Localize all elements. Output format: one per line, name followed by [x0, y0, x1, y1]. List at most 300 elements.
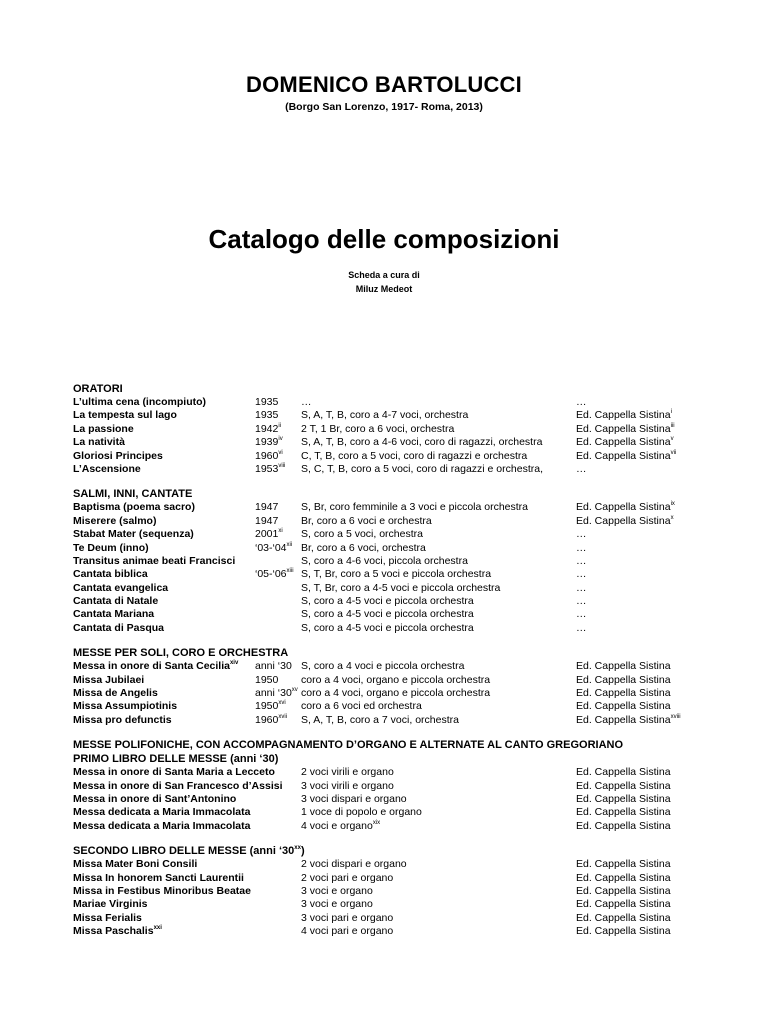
composition-year: [255, 660, 292, 673]
composition-year-text: 1960: [255, 713, 279, 726]
composition-title: [73, 912, 142, 925]
catalog-section: [73, 646, 713, 727]
composition-scoring: [301, 423, 454, 436]
composition-title-text: Transitus animae beati Francisci: [73, 554, 236, 567]
composition-title: [73, 700, 177, 713]
composition-year-text: 1947: [255, 501, 279, 514]
composition-scoring: [301, 780, 394, 793]
composition-title: [73, 660, 238, 673]
footnote-marker: xi: [278, 528, 283, 535]
curator-credit: [0, 268, 768, 296]
composition-year-text: 1935: [255, 396, 279, 408]
author-name: DOMENICO BARTOLUCCI: [246, 72, 522, 97]
composition-title-text: Cantata biblica: [73, 568, 148, 581]
composition-title: [73, 463, 141, 476]
composition-publisher-text: Ed. Cappella Sistina: [576, 779, 671, 792]
composition-year: [255, 714, 287, 727]
composition-title-text: Mariae Virginis: [73, 898, 148, 911]
composition-scoring-text: S, T, Br, coro a 5 voci e piccola orchestra: [301, 568, 492, 581]
composition-title-text: Messa in onore di Santa Cecilia: [73, 660, 230, 673]
composition-publisher-text: Ed. Cappella Sistina: [576, 766, 671, 779]
composition-scoring-text: S, A, T, B, coro a 7 voci, orchestra: [301, 713, 459, 726]
composition-publisher: [576, 595, 587, 608]
composition-publisher-text: Ed. Cappella Sistina: [576, 409, 671, 422]
composition-title-text: Cantata di Pasqua: [73, 621, 165, 634]
composition-scoring: [301, 793, 407, 806]
composition-title: [73, 714, 172, 727]
composition-publisher-text: …: [576, 541, 587, 554]
composition-year: [255, 463, 285, 476]
composition-year-text: 1950: [255, 673, 279, 686]
composition-title: [73, 687, 158, 700]
composition-publisher: [576, 793, 671, 806]
composition-title-text: Miserere (salmo): [73, 514, 157, 527]
catalog-row: [73, 450, 713, 463]
composition-publisher-text: Ed. Cappella Sistina: [576, 514, 671, 527]
section-heading-text: SALMI, INNI, CANTATE: [73, 488, 193, 501]
composition-publisher-text: Ed. Cappella Sistina: [576, 673, 671, 686]
composition-publisher-text: Ed. Cappella Sistina: [576, 911, 671, 924]
composition-title-text: Missa Paschalis: [73, 925, 154, 938]
composition-publisher: [576, 766, 671, 779]
composition-title-text: La tempesta sul lago: [73, 409, 177, 422]
composition-scoring-text: C, T, B, coro a 5 voci, coro di ragazzi e orchestra: [301, 449, 528, 462]
curator-line-1: Scheda a cura di: [348, 270, 420, 280]
catalog-section: [73, 487, 713, 635]
composition-scoring-text: 4 voci pari e organo: [301, 925, 394, 938]
footnote-marker: xiii: [286, 568, 294, 575]
composition-scoring-text: Br, coro a 6 voci, orchestra: [301, 541, 426, 554]
catalog-row: [73, 396, 713, 409]
section-heading: [73, 487, 713, 501]
composition-year-text: 1947: [255, 514, 279, 527]
catalog-row: [73, 885, 713, 898]
composition-scoring-text: S, coro a 4 voci e piccola orchestra: [301, 660, 465, 673]
composition-publisher: [576, 660, 671, 673]
catalog-section: [73, 382, 713, 476]
composition-title: [73, 766, 275, 779]
composition-publisher: [576, 872, 671, 885]
composition-publisher: [576, 858, 671, 871]
curator-name: Miluz Medeot: [355, 284, 413, 294]
composition-year: [255, 423, 281, 436]
composition-publisher: [576, 674, 671, 687]
composition-publisher-text: Ed. Cappella Sistina: [576, 898, 671, 911]
catalog-section: [73, 738, 713, 833]
composition-publisher: [576, 515, 674, 528]
composition-scoring: [301, 700, 422, 713]
composition-scoring: [301, 660, 464, 673]
composition-publisher: [576, 912, 671, 925]
section-heading-text: MESSE POLIFONICHE, CON ACCOMPAGNAMENTO D’ORGANO E ALTERNATE AL CANTO GREGORIANO: [73, 739, 624, 752]
composition-publisher-text: …: [576, 462, 587, 475]
composition-year: [255, 700, 286, 713]
composition-scoring-text: coro a 6 voci ed orchestra: [301, 700, 422, 713]
composition-publisher-text: Ed. Cappella Sistina: [576, 858, 671, 871]
composition-scoring: [301, 872, 393, 885]
composition-year: [255, 501, 278, 514]
catalog-row: [73, 622, 713, 635]
composition-scoring: [301, 912, 393, 925]
composition-scoring-text: coro a 4 voci, organo e piccola orchestra: [301, 673, 491, 686]
composition-publisher: [576, 885, 671, 898]
footnote-marker: xviii: [670, 713, 681, 720]
catalog-row: [73, 687, 713, 700]
composition-publisher: [576, 568, 587, 581]
composition-title-text: Missa In honorem Sancti Laurentii: [73, 871, 244, 884]
composition-year-text: anni ‘30: [255, 660, 292, 673]
composition-year: [255, 674, 278, 687]
composition-title-text: Messa in onore di Santa Maria a Lecceto: [73, 766, 275, 779]
composition-title-text: Cantata di Natale: [73, 595, 159, 608]
composition-catalog: [73, 382, 713, 950]
composition-title: [73, 820, 250, 833]
composition-publisher: [576, 542, 587, 555]
composition-publisher-text: …: [576, 581, 587, 594]
composition-title-text: Cantata evangelica: [73, 581, 169, 594]
composition-publisher: [576, 714, 681, 727]
composition-scoring-text: S, coro a 5 voci, orchestra: [301, 528, 423, 541]
footnote-marker: ii: [278, 422, 282, 429]
composition-scoring-text: 2 voci pari e organo: [301, 871, 394, 884]
composition-year-text: 1950: [255, 700, 279, 713]
section-heading-text: SECONDO LIBRO DELLE MESSE (anni ‘30: [73, 845, 295, 858]
catalog-row: [73, 463, 713, 476]
composition-scoring-text: S, A, T, B, coro a 4-6 voci, coro di ragazzi, orchestra: [301, 436, 543, 449]
composition-scoring: [301, 858, 407, 871]
composition-title: [73, 898, 148, 911]
catalog-row: [73, 780, 713, 793]
composition-publisher: [576, 925, 671, 938]
composition-scoring-text: S, T, Br, coro a 4-5 voci e piccola orchestra: [301, 581, 501, 594]
composition-publisher: [576, 820, 671, 833]
composition-title: [73, 501, 195, 514]
composition-title: [73, 806, 250, 819]
composition-publisher: [576, 463, 587, 476]
composition-publisher-text: Ed. Cappella Sistina: [576, 687, 671, 700]
composition-scoring: [301, 898, 373, 911]
composition-year-text: ‘05-‘06: [255, 568, 287, 581]
catalog-row: [73, 674, 713, 687]
composition-publisher: [576, 501, 675, 514]
footnote-marker: vii: [670, 449, 677, 456]
composition-publisher-text: Ed. Cappella Sistina: [576, 925, 671, 938]
composition-title: [73, 858, 197, 871]
composition-scoring-text: S, A, T, B, coro a 4-7 voci, orchestra: [301, 409, 469, 422]
composition-title: [73, 793, 236, 806]
composition-publisher-text: …: [576, 608, 587, 621]
composition-year-text: ‘03-‘04: [255, 541, 287, 554]
composition-publisher: [576, 700, 671, 713]
composition-scoring-text: S, coro a 4-5 voci e piccola orchestra: [301, 608, 474, 621]
section-heading: [73, 738, 713, 752]
composition-publisher: [576, 608, 587, 621]
composition-publisher: [576, 409, 672, 422]
catalog-row: [73, 542, 713, 555]
composition-title: [73, 780, 283, 793]
composition-scoring: [301, 542, 426, 555]
composition-year: [255, 515, 278, 528]
footnote-marker: iv: [278, 436, 283, 443]
composition-title-text: Messa in onore di Sant’Antonino: [73, 792, 237, 805]
composition-scoring-text: 3 voci dispari e organo: [301, 792, 407, 805]
composition-title-text: Missa in Festibus Minoribus Beatae: [73, 884, 251, 897]
section-heading-text: MESSE PER SOLI, CORO E ORCHESTRA: [73, 647, 289, 660]
section-heading-text: ORATORI: [73, 383, 123, 395]
composition-title: [73, 515, 156, 528]
composition-title: [73, 622, 164, 635]
composition-publisher: [576, 528, 587, 541]
composition-year: [255, 396, 278, 409]
composition-publisher-text: Ed. Cappella Sistina: [576, 660, 671, 673]
footnote-marker: xvii: [278, 713, 288, 720]
catalog-row: [73, 409, 713, 422]
composition-year-text: 1953: [255, 462, 279, 475]
composition-publisher-text: Ed. Cappella Sistina: [576, 871, 671, 884]
composition-publisher-text: Ed. Cappella Sistina: [576, 884, 671, 897]
composition-scoring-text: …: [301, 396, 312, 408]
composition-title-text: Te Deum (inno): [73, 541, 149, 554]
composition-scoring-text: 2 voci virili e organo: [301, 766, 394, 779]
composition-publisher-text: Ed. Cappella Sistina: [576, 792, 671, 805]
footnote-marker: xiv: [229, 660, 239, 667]
catalog-row: [73, 436, 713, 449]
catalog-row: [73, 820, 713, 833]
footnote-marker: i: [670, 409, 672, 416]
composition-title-text: Missa Assumpiotinis: [73, 700, 178, 713]
composition-title-text: L’ultima cena (incompiuto): [73, 396, 207, 408]
composition-scoring: [301, 766, 394, 779]
catalog-row: [73, 660, 713, 673]
composition-publisher: [576, 622, 587, 635]
composition-title: [73, 436, 125, 449]
composition-title: [73, 555, 235, 568]
composition-publisher-text: …: [576, 595, 587, 608]
catalog-section: [73, 844, 713, 938]
composition-scoring-text: Br, coro a 6 voci e orchestra: [301, 514, 432, 527]
composition-title-text: Missa Ferialis: [73, 911, 142, 924]
composition-scoring-text: coro a 4 voci, organo e piccola orchestra: [301, 687, 491, 700]
composition-scoring: [301, 409, 468, 422]
composition-publisher-text: Ed. Cappella Sistina: [576, 436, 671, 449]
composition-year: [255, 542, 292, 555]
footnote-marker: xii: [286, 541, 293, 548]
composition-scoring: [301, 568, 491, 581]
composition-title: [73, 568, 148, 581]
catalog-row: [73, 858, 713, 871]
composition-scoring-text: 3 voci e organo: [301, 884, 373, 897]
footnote-marker: vi: [278, 449, 283, 456]
composition-title-text: Messa dedicata a Maria Immacolata: [73, 806, 251, 819]
section-heading: [73, 382, 713, 396]
composition-scoring-text: 3 voci virili e organo: [301, 779, 394, 792]
composition-publisher: [576, 687, 671, 700]
composition-scoring: [301, 687, 490, 700]
composition-publisher: [576, 436, 674, 449]
footnote-marker: xv: [291, 687, 298, 694]
composition-title: [73, 528, 194, 541]
composition-title: [73, 595, 158, 608]
composition-title: [73, 450, 163, 463]
composition-publisher-text: …: [576, 528, 587, 541]
composition-title-text: La passione: [73, 422, 134, 435]
composition-scoring-text: 2 T, 1 Br, coro a 6 voci, orchestra: [301, 422, 455, 435]
composition-title-text: Missa Mater Boni Consili: [73, 858, 198, 871]
composition-title-text: Messa dedicata a Maria Immacolata: [73, 819, 251, 832]
composition-scoring: [301, 450, 527, 463]
composition-scoring: [301, 528, 423, 541]
footnote-marker: v: [670, 436, 674, 443]
composition-scoring-text: 1 voce di popolo e organo: [301, 806, 422, 819]
composition-publisher: [576, 898, 671, 911]
composition-title: [73, 925, 162, 938]
section-subheading: PRIMO LIBRO DELLE MESSE (anni ‘30): [73, 753, 279, 766]
composition-scoring-text: 4 voci e organo: [301, 819, 373, 832]
composition-title: [73, 674, 144, 687]
composition-title: [73, 542, 149, 555]
catalog-row: [73, 806, 713, 819]
catalog-row: [73, 700, 713, 713]
composition-title-text: La natività: [73, 436, 125, 449]
catalog-title: Catalogo delle composizioni: [208, 224, 560, 254]
composition-publisher-text: Ed. Cappella Sistina: [576, 449, 671, 462]
composition-scoring: [301, 820, 380, 833]
composition-publisher: [576, 582, 587, 595]
composition-scoring: [301, 501, 528, 514]
footnote-marker: x: [670, 514, 674, 521]
composition-publisher-text: Ed. Cappella Sistina: [576, 806, 671, 819]
composition-scoring: [301, 806, 422, 819]
composition-title-text: Baptisma (poema sacro): [73, 501, 195, 514]
footnote-marker: xix: [372, 819, 381, 826]
composition-scoring-text: S, coro a 4-5 voci e piccola orchestra: [301, 621, 474, 634]
section-heading: [73, 646, 713, 660]
composition-publisher-text: …: [576, 621, 587, 634]
composition-title: [73, 885, 251, 898]
composition-title: [73, 396, 206, 409]
composition-title: [73, 409, 177, 422]
catalog-row: [73, 608, 713, 621]
composition-publisher: [576, 780, 671, 793]
footnote-marker: ix: [670, 501, 675, 508]
composition-title-text: Cantata Mariana: [73, 608, 155, 621]
catalog-row: [73, 912, 713, 925]
composition-title-text: Missa de Angelis: [73, 687, 158, 700]
composition-scoring-text: 2 voci dispari e organo: [301, 858, 407, 871]
composition-title-text: Missa Jubilaei: [73, 673, 145, 686]
composition-scoring: [301, 622, 474, 635]
catalog-row: [73, 898, 713, 911]
catalog-row: [73, 714, 713, 727]
catalog-row: [73, 766, 713, 779]
composition-year-text: 1960: [255, 449, 279, 462]
catalog-row: [73, 582, 713, 595]
composition-publisher-text: …: [576, 568, 587, 581]
section-heading-tail: ): [300, 845, 305, 858]
footnote-marker: xxi: [153, 925, 162, 932]
composition-title: [73, 423, 134, 436]
composition-title: [73, 608, 154, 621]
composition-publisher-text: Ed. Cappella Sistina: [576, 422, 671, 435]
composition-title-text: Stabat Mater (sequenza): [73, 528, 194, 541]
footnote-marker: xx: [294, 845, 301, 852]
footnote-marker: xvi: [278, 700, 286, 707]
catalog-row: [73, 872, 713, 885]
catalog-row: [73, 555, 713, 568]
composition-scoring: [301, 396, 312, 409]
composition-scoring: [301, 515, 432, 528]
composition-scoring: [301, 885, 373, 898]
composition-scoring: [301, 582, 500, 595]
composition-scoring: [301, 674, 490, 687]
composition-scoring-text: S, coro a 4-5 voci e piccola orchestra: [301, 595, 474, 608]
composition-title: [73, 582, 168, 595]
composition-year: [255, 436, 283, 449]
catalog-row: [73, 595, 713, 608]
composition-scoring-text: S, coro a 4-6 voci, piccola orchestra: [301, 554, 468, 567]
catalog-row: [73, 925, 713, 938]
composition-scoring-text: S, C, T, B, coro a 5 voci, coro di ragazzi e orchestra,: [301, 462, 543, 475]
composition-scoring: [301, 595, 474, 608]
section-heading: [73, 844, 713, 858]
composition-publisher-text: Ed. Cappella Sistina: [576, 501, 671, 514]
composition-publisher: [576, 450, 676, 463]
composition-title-text: Messa in onore di San Francesco d’Assisi: [73, 779, 283, 792]
composition-year: [255, 409, 278, 422]
composition-year-text: 1935: [255, 409, 279, 422]
composition-publisher-text: Ed. Cappella Sistina: [576, 713, 671, 726]
composition-title-text: Missa pro defunctis: [73, 713, 172, 726]
composition-publisher-text: …: [576, 396, 587, 408]
composition-publisher: [576, 555, 587, 568]
composition-scoring-text: S, Br, coro femminile a 3 voci e piccola orchestra: [301, 501, 529, 514]
catalog-row: [73, 501, 713, 514]
catalog-row: [73, 793, 713, 806]
composition-scoring: [301, 463, 543, 476]
composition-publisher-text: Ed. Cappella Sistina: [576, 819, 671, 832]
footnote-marker: viii: [278, 462, 286, 469]
composition-year-text: anni ‘30: [255, 687, 292, 700]
author-dates: (Borgo San Lorenzo, 1917- Roma, 2013): [285, 101, 483, 113]
composition-title-text: Gloriosi Principes: [73, 449, 163, 462]
catalog-row: [73, 528, 713, 541]
composition-scoring: [301, 714, 459, 727]
composition-year-text: 1939: [255, 436, 279, 449]
composition-year: [255, 687, 298, 700]
composition-publisher: [576, 423, 675, 436]
catalog-row: [73, 515, 713, 528]
composition-publisher-text: …: [576, 554, 587, 567]
composition-scoring-text: 3 voci pari e organo: [301, 911, 394, 924]
catalog-row: [73, 423, 713, 436]
composition-title-text: L’Ascensione: [73, 462, 141, 475]
composition-publisher: [576, 396, 587, 409]
composition-year: [255, 528, 283, 541]
composition-scoring: [301, 925, 393, 938]
composition-year: [255, 568, 294, 581]
composition-publisher: [576, 806, 671, 819]
composition-publisher-text: Ed. Cappella Sistina: [576, 700, 671, 713]
composition-scoring: [301, 555, 468, 568]
composition-scoring: [301, 436, 542, 449]
composition-title: [73, 872, 244, 885]
composition-year: [255, 450, 283, 463]
composition-year-text: 1942: [255, 422, 279, 435]
composition-scoring-text: 3 voci e organo: [301, 898, 373, 911]
footnote-marker: iii: [670, 422, 675, 429]
composition-year-text: 2001: [255, 528, 279, 541]
catalog-row: [73, 568, 713, 581]
